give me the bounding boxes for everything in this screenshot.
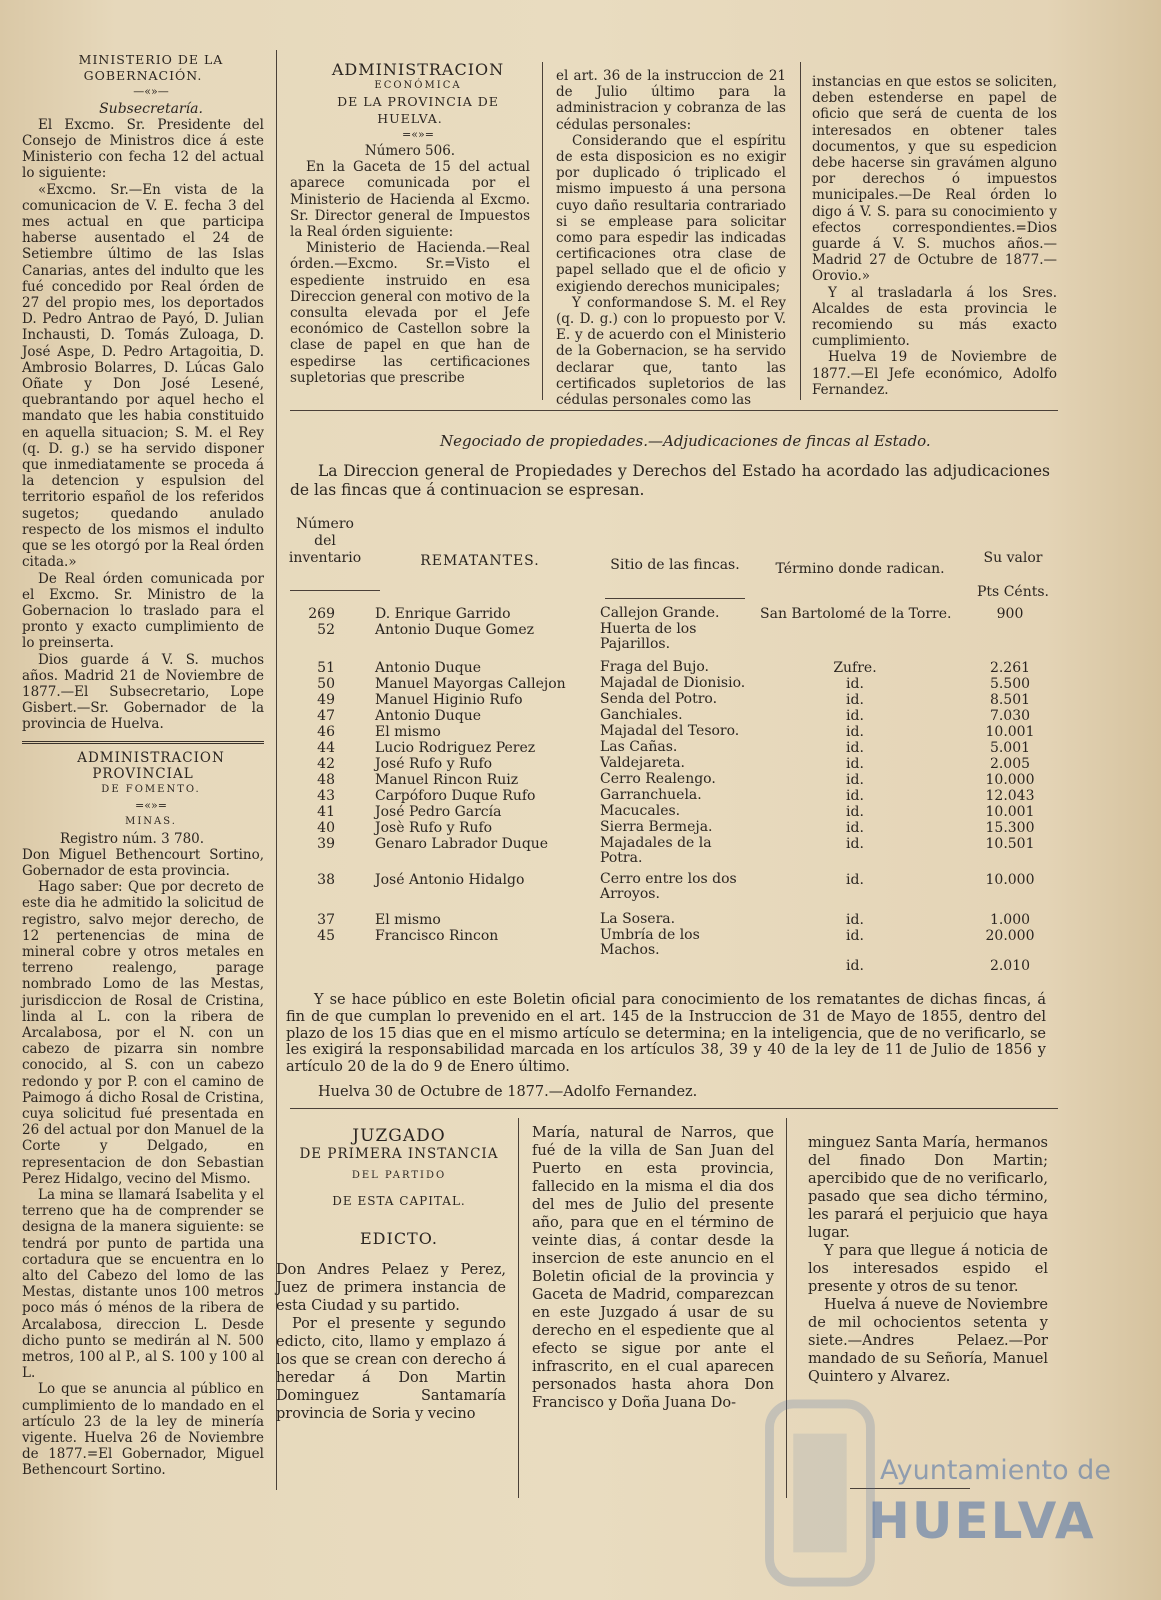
cell-name: José Rufo y Rufo: [375, 756, 493, 772]
cell-num: 45: [317, 928, 335, 944]
cell-name: José Pedro García: [375, 804, 502, 820]
cell-term: id.: [846, 676, 864, 692]
cell-site: La Sosera.: [600, 911, 676, 927]
header-sitio: Sitio de las fincas.: [610, 557, 740, 573]
column-administracion-economica: [290, 62, 530, 386]
cell-site: Las Cañas.: [600, 739, 678, 755]
cell-term: Zufre.: [833, 660, 877, 676]
paragraph: De Real órden comunicada por el Excmo. Sr. Ministro de la Gobernacion lo traslado para el pronto y exacto cumplimiento de lo preinserta.: [22, 570, 264, 652]
cell-term: id.: [846, 958, 864, 974]
paragraph: Huelva á nueve de Noviembre de mil ochocientos setenta y siete.—Andres Pelaez.—Por mandado de su Señoría, Manuel Quintero y Alvarez.: [808, 1297, 1048, 1385]
court-column-3: [808, 1134, 1048, 1386]
header-rule: [605, 598, 745, 599]
paragraph: minguez Santa María, hermanos del finado Don Martin; apercibido que de no verificarlo, pasado que sea dicho término, les parará el perjuicio que haya lugar.: [808, 1135, 1048, 1241]
cell-term: id.: [846, 756, 864, 772]
cell-term: id.: [846, 724, 864, 740]
cell-value: 10.501: [985, 836, 1035, 852]
cell-value: 12.043: [985, 788, 1035, 804]
cell-num: 47: [317, 708, 335, 724]
admin-provincial-heading: ADMINISTRACION PROVINCIAL: [77, 749, 225, 782]
header-valor: Su valor: [983, 550, 1043, 566]
cell-term: id.: [846, 788, 864, 804]
cell-value: 900: [996, 606, 1024, 622]
cell-site: Fraga del Bujo.: [600, 659, 709, 675]
cell-name: D. Enrique Garrido: [375, 606, 511, 622]
header-termino: Término donde radican.: [775, 561, 945, 577]
cell-value: 2.010: [989, 958, 1031, 974]
cell-name: Manuel Mayorgas Callejon: [375, 676, 566, 692]
cell-value: 10.000: [985, 872, 1035, 888]
ornament: =«»=: [135, 799, 167, 813]
cell-num: 52: [317, 622, 335, 638]
paragraph: instancias en que estos se soliciten, deben estenderse en papel de oficio que será de cuenta de los interesados en obtener tales documentos, y que su espedicion debe hacerse sin gravámen alguno por derechos ó impuestos municipales.—De Real órden lo digo á V. S. para su conocimiento y efectos correspondientes.=Dios guarde á V. S. muchos años.—Madrid 27 de Octubre de 1877.—Orovio.»: [812, 74, 1057, 285]
court-column-2: [532, 1124, 774, 1412]
column-rule: [800, 62, 801, 400]
paragraph: Ministerio de Hacienda.—Real órden.—Excmo. Sr.=Visto el espediente instruido en esa Direccion general con motivo de la consulta elevada por el Jefe económico de Castellon sobre la clase de papel en que han de espedirse las certificaciones supletorias que prescribe: [290, 240, 530, 386]
cell-site: Sierra Bermeja.: [600, 819, 713, 835]
cell-term: id.: [846, 912, 864, 928]
paragraph: Y conformandose S. M. el Rey (q. D. g.) con lo propuesto por V. E. y de acuerdo con el Ministerio de la Gobernacion, se ha servido declarar que, tanto las certificados supletorios de las cédulas personales como las: [556, 294, 786, 409]
cell-name: Antonio Duque: [375, 660, 482, 676]
cell-name: Manuel Rincon Ruiz: [375, 772, 519, 788]
cell-term: id.: [846, 928, 864, 944]
cell-value: 20.000: [985, 928, 1035, 944]
paragraph: Don Andres Pelaez y Perez, Juez de primera instancia de esta Ciudad y su partido.: [276, 1262, 506, 1315]
paragraph: el art. 36 de la instruccion de 21 de Julio último para la administracion y cobranza de las cédulas personales:: [556, 68, 786, 133]
cell-num: 43: [317, 788, 335, 804]
cell-name: Josè Rufo y Rufo: [375, 820, 493, 836]
province-heading: DE LA PROVINCIA DE HUELVA.: [337, 94, 499, 126]
paragraph: María, natural de Narros, que fué de la villa de San Juan del Puerto en esta provincia, fallecido en la misma el dia dos del mes de Julio del presente año, para que en el término de veinte dias, á contar desde la insercion de este anuncio en el Boletin oficial de la provincia y Gaceta de Madrid, comparezcan en este Juzgado á usar de su derecho en el espediente que al efecto se sigue por ante el infrascrito, en el cual aparecen personados hasta ahora Don Francisco y Doña Juana Do-: [532, 1125, 774, 1411]
cell-num: 48: [317, 772, 335, 788]
cell-num: 38: [317, 872, 335, 888]
edicto-heading: EDICTO.: [359, 1228, 438, 1248]
cell-site: Macucales.: [600, 803, 681, 819]
paragraph: Hago saber: Que por decreto de este dia he admitido la solicitud de registro, salvo mejor derecho, de 12 pertenencias de mina de mineral cobre y otros metales en terreno realengo, parage nombrado Lomo de las Mestas, jurisdiccion de Rosal de Cristina, linda al L. con la ribera de Arcalabosa, por el N. con un cabezo de pizarra sin nombre conocido, al S. con un cabezo redondo y por P. con el camino de Paimogo á dicho Rosal de Cristina, cuya solicitud fué presentada en 26 del actual por don Manuel de la Corte y Delgado, en representacion de don Sebastian Perez Hidalgo, vecino del Mismo.: [22, 879, 264, 1187]
cell-term: id.: [846, 872, 864, 888]
cell-name: Carpóforo Duque Rufo: [375, 788, 536, 804]
cell-name: El mismo: [375, 912, 441, 928]
governor-name: Don Miguel Bethencourt Sortino, Gobernador de esta provincia.: [22, 846, 264, 879]
juzgado-heading: JUZGADO: [352, 1126, 446, 1146]
section-rule: [290, 410, 1058, 411]
registro-number: Registro núm. 3 780.: [60, 830, 205, 847]
court-column-1: [276, 1128, 506, 1423]
paragraph: Y para que llegue á noticia de los interesados espido el presente y otros de su tenor.: [808, 1243, 1048, 1295]
cell-term: San Bartolomé de la Torre.: [760, 606, 952, 622]
auction-title: Negociado de propiedades.—Adjudicaciones de fincas al Estado.: [440, 432, 931, 450]
cell-value: 10.001: [985, 724, 1035, 740]
cell-site: Ganchiales.: [600, 707, 683, 723]
column-gobernacion: [22, 52, 264, 1479]
divider: [22, 741, 264, 744]
cell-name: Manuel Higinio Rufo: [375, 692, 523, 708]
header-units: Pts Cénts.: [977, 584, 1049, 600]
cell-site: Majadal de Dionisio.: [600, 675, 746, 691]
paragraph: Y al trasladarla á los Sres. Alcaldes de esta provincia le recomiendo su más exacto cumplimiento.: [812, 284, 1057, 350]
cell-num: 37: [317, 912, 335, 928]
fomento-subheading: DE FOMENTO.: [101, 783, 201, 795]
watermark-line-2: HUELVA: [868, 1492, 1096, 1550]
cell-site: Huerta de los Pajarillos.: [600, 621, 697, 652]
paragraph: «Excmo. Sr.—En vista de la comunicacion de V. E. fecha 3 del mes actual en que participa haberse ausentado el 24 de Setiembre último de las Islas Canarias, antes del indulto que les fué concedido por Real órden de 27 del propio mes, los deportados D. Pedro Antrao de Payó, D. Julian Inchausti, D. Tomás Zuloaga, D. José Aspe, D. Pedro Artagoitia, D. Ambrosio Bolarres, D. Lúcas Galo Oñate y Don José Lesené, quebrantando por aquel hecho el mandato que les habia constituido en aquella situacion; S. M. el Rey (q. D. g.) se ha servido disponer que inmediatamente se proceda á la detencion y espulsion del territorio español de los referidos sugetos; quedando anulado respecto de los mismos el indulto que se les otorgó por la Real órden citada.»: [22, 181, 264, 571]
cell-num: 40: [317, 820, 335, 836]
ornament: =«»=: [402, 127, 434, 141]
cell-term: id.: [846, 692, 864, 708]
cell-value: 5.500: [989, 676, 1031, 692]
cell-site: Majadales de la Potra.: [600, 835, 712, 866]
header-inventory-number: Número del inventario: [288, 516, 362, 566]
cell-term: id.: [846, 772, 864, 788]
column-final: [812, 74, 1057, 398]
court-subheading: DEL PARTIDO: [351, 1170, 447, 1182]
cell-name: Lucio Rodriguez Perez: [375, 740, 536, 756]
paragraph: Por el presente y segundo edicto, cito, llamo y emplazo á los que se crean con derecho á heredar á Don Martin Dominguez Santamaría provincia de Soria y vecino: [276, 1316, 506, 1423]
cell-value: 10.000: [985, 772, 1035, 788]
cell-term: id.: [846, 708, 864, 724]
cell-value: 10.001: [985, 804, 1035, 820]
cell-site: Senda del Potro.: [600, 691, 718, 707]
economica-subheading: ECONÓMICA: [374, 80, 462, 92]
cell-name: Genaro Labrador Duque: [375, 836, 549, 852]
cell-term: id.: [846, 740, 864, 756]
header-rule: [290, 590, 380, 591]
cell-name: El mismo: [375, 724, 441, 740]
cell-value: 2.005: [989, 756, 1031, 772]
column-rule: [542, 62, 543, 400]
numero: Número 506.: [364, 143, 456, 160]
cell-value: 1.000: [989, 912, 1031, 928]
cell-num: 49: [317, 692, 335, 708]
watermark-line-1: Ayuntamiento de: [880, 1455, 1111, 1486]
cell-num: 42: [317, 756, 335, 772]
ornament: —«»—: [133, 85, 169, 99]
cell-num: 39: [317, 836, 335, 852]
cell-num: 269: [308, 606, 335, 622]
paragraph: Dios guarde á V. S. muchos años. Madrid 21 de Noviembre de 1877.—El Subsecretario, Lope Gisbert.—Sr. Gobernador de la provincia de Huelva.: [22, 651, 264, 733]
column-rule: [518, 1118, 519, 1498]
cell-num: 41: [317, 804, 335, 820]
cell-site: Garranchuela.: [600, 787, 702, 803]
cell-term: id.: [846, 820, 864, 836]
cell-value: 8.501: [989, 692, 1031, 708]
cell-num: 50: [317, 676, 335, 692]
cell-num: 51: [317, 660, 335, 676]
cell-value: 5.001: [989, 740, 1031, 756]
cell-value: 15.300: [985, 820, 1035, 836]
cell-site: Cerro entre los dos Arroyos.: [600, 871, 737, 902]
cell-name: Francisco Rincon: [375, 928, 499, 944]
court-subheading: DE ESTA CAPITAL.: [332, 1193, 466, 1208]
auction-date: Huelva 30 de Octubre de 1877.—Adolfo Fernandez.: [318, 1084, 698, 1100]
cell-site: Umbría de los Machos.: [600, 927, 700, 958]
cell-name: Antonio Duque Gomez: [375, 622, 535, 638]
cell-value: 2.261: [989, 660, 1031, 676]
paragraph: La mina se llamará Isabelita y el terreno que ha de comprender se designa de la manera siguiente: se tendrá por punto de partida una cortadura que se encuentra en lo alto del Cabezo del lomo de las Mestas, distante unos 100 metros poco más ó ménos de la ribera de Arcalabosa, direccion L. Desde dicho punto se medirán al N. 500 metros, 100 al P., al S. 100 y 100 al L.: [22, 1187, 264, 1382]
cell-site: Majadal del Tesoro.: [600, 723, 740, 739]
cell-name: José Antonio Hidalgo: [375, 872, 525, 888]
minas-heading: MINAS.: [125, 816, 177, 828]
subsecretaria-heading: Subsecretaría.: [99, 100, 203, 117]
cell-site: Cerro Realengo.: [600, 771, 716, 787]
paragraph: El Excmo. Sr. Presidente del Consejo de Ministros dice á este Ministerio con fecha 12 del actual lo siguiente:: [22, 116, 264, 182]
auction-closing: Y se hace público en este Boletin oficial para conocimiento de los rematantes de dichas fincas, á fin de que cumplan lo prevenido en el art. 145 de la Instruccion de 31 de Mayo de 1855, dentro del plazo de los 15 dias que en el mismo artículo se determina; en la inteligencia, que de no verificarlo, se les exigirá la responsabilidad marcada en los artículos 38, 39 y 40 de la ley de 11 de Julio de 1856 y artículo 20 de la do 9 de Enero último.: [286, 992, 1046, 1076]
ministry-heading: MINISTERIO DE LA GOBERNACIÓN.: [78, 52, 224, 84]
cell-num: 46: [317, 724, 335, 740]
cell-term: id.: [846, 836, 864, 852]
auction-intro: La Direccion general de Propiedades y Derechos del Estado ha acordado las adjudicaciones de las fincas que á continuacion se espresan.: [290, 462, 1050, 499]
cell-value: 7.030: [989, 708, 1031, 724]
paragraph: En la Gaceta de 15 del actual aparece comunicada por el Ministerio de Hacienda al Excmo. Sr. Director general de Impuestos la Real órden siguiente:: [290, 159, 530, 241]
cell-term: id.: [846, 804, 864, 820]
cell-site: Callejon Grande.: [600, 605, 720, 621]
section-rule: [290, 1108, 1058, 1109]
cell-num: 44: [317, 740, 335, 756]
paragraph: Considerando que el espíritu de esta disposicion es no exigir por duplicado ó triplicado el mismo impuesto á una persona cuyo daño resultaria contrariado si se emplease para solicitar como para espedir las indicadas certificaciones otra clase de papel sellado que el de oficio y exigiendo derechos municipales;: [556, 132, 786, 295]
admin-heading: ADMINISTRACION: [331, 60, 505, 79]
column-continuation: [556, 68, 786, 408]
paragraph: Lo que se anuncia al público en cumplimiento de lo mandado en el artículo 23 de la ley de minería vigente. Huelva 26 de Noviembre de 1877.=El Gobernador, Miguel Bethencourt Sortino.: [22, 1381, 264, 1479]
header-rematantes: REMATANTES.: [420, 553, 540, 569]
cell-site: Valdejareta.: [600, 755, 685, 771]
court-heading: DE PRIMERA INSTANCIA: [299, 1146, 499, 1163]
paragraph: Huelva 19 de Noviembre de 1877.—El Jefe económico, Adolfo Fernandez.: [812, 349, 1057, 398]
cell-name: Antonio Duque: [375, 708, 482, 724]
